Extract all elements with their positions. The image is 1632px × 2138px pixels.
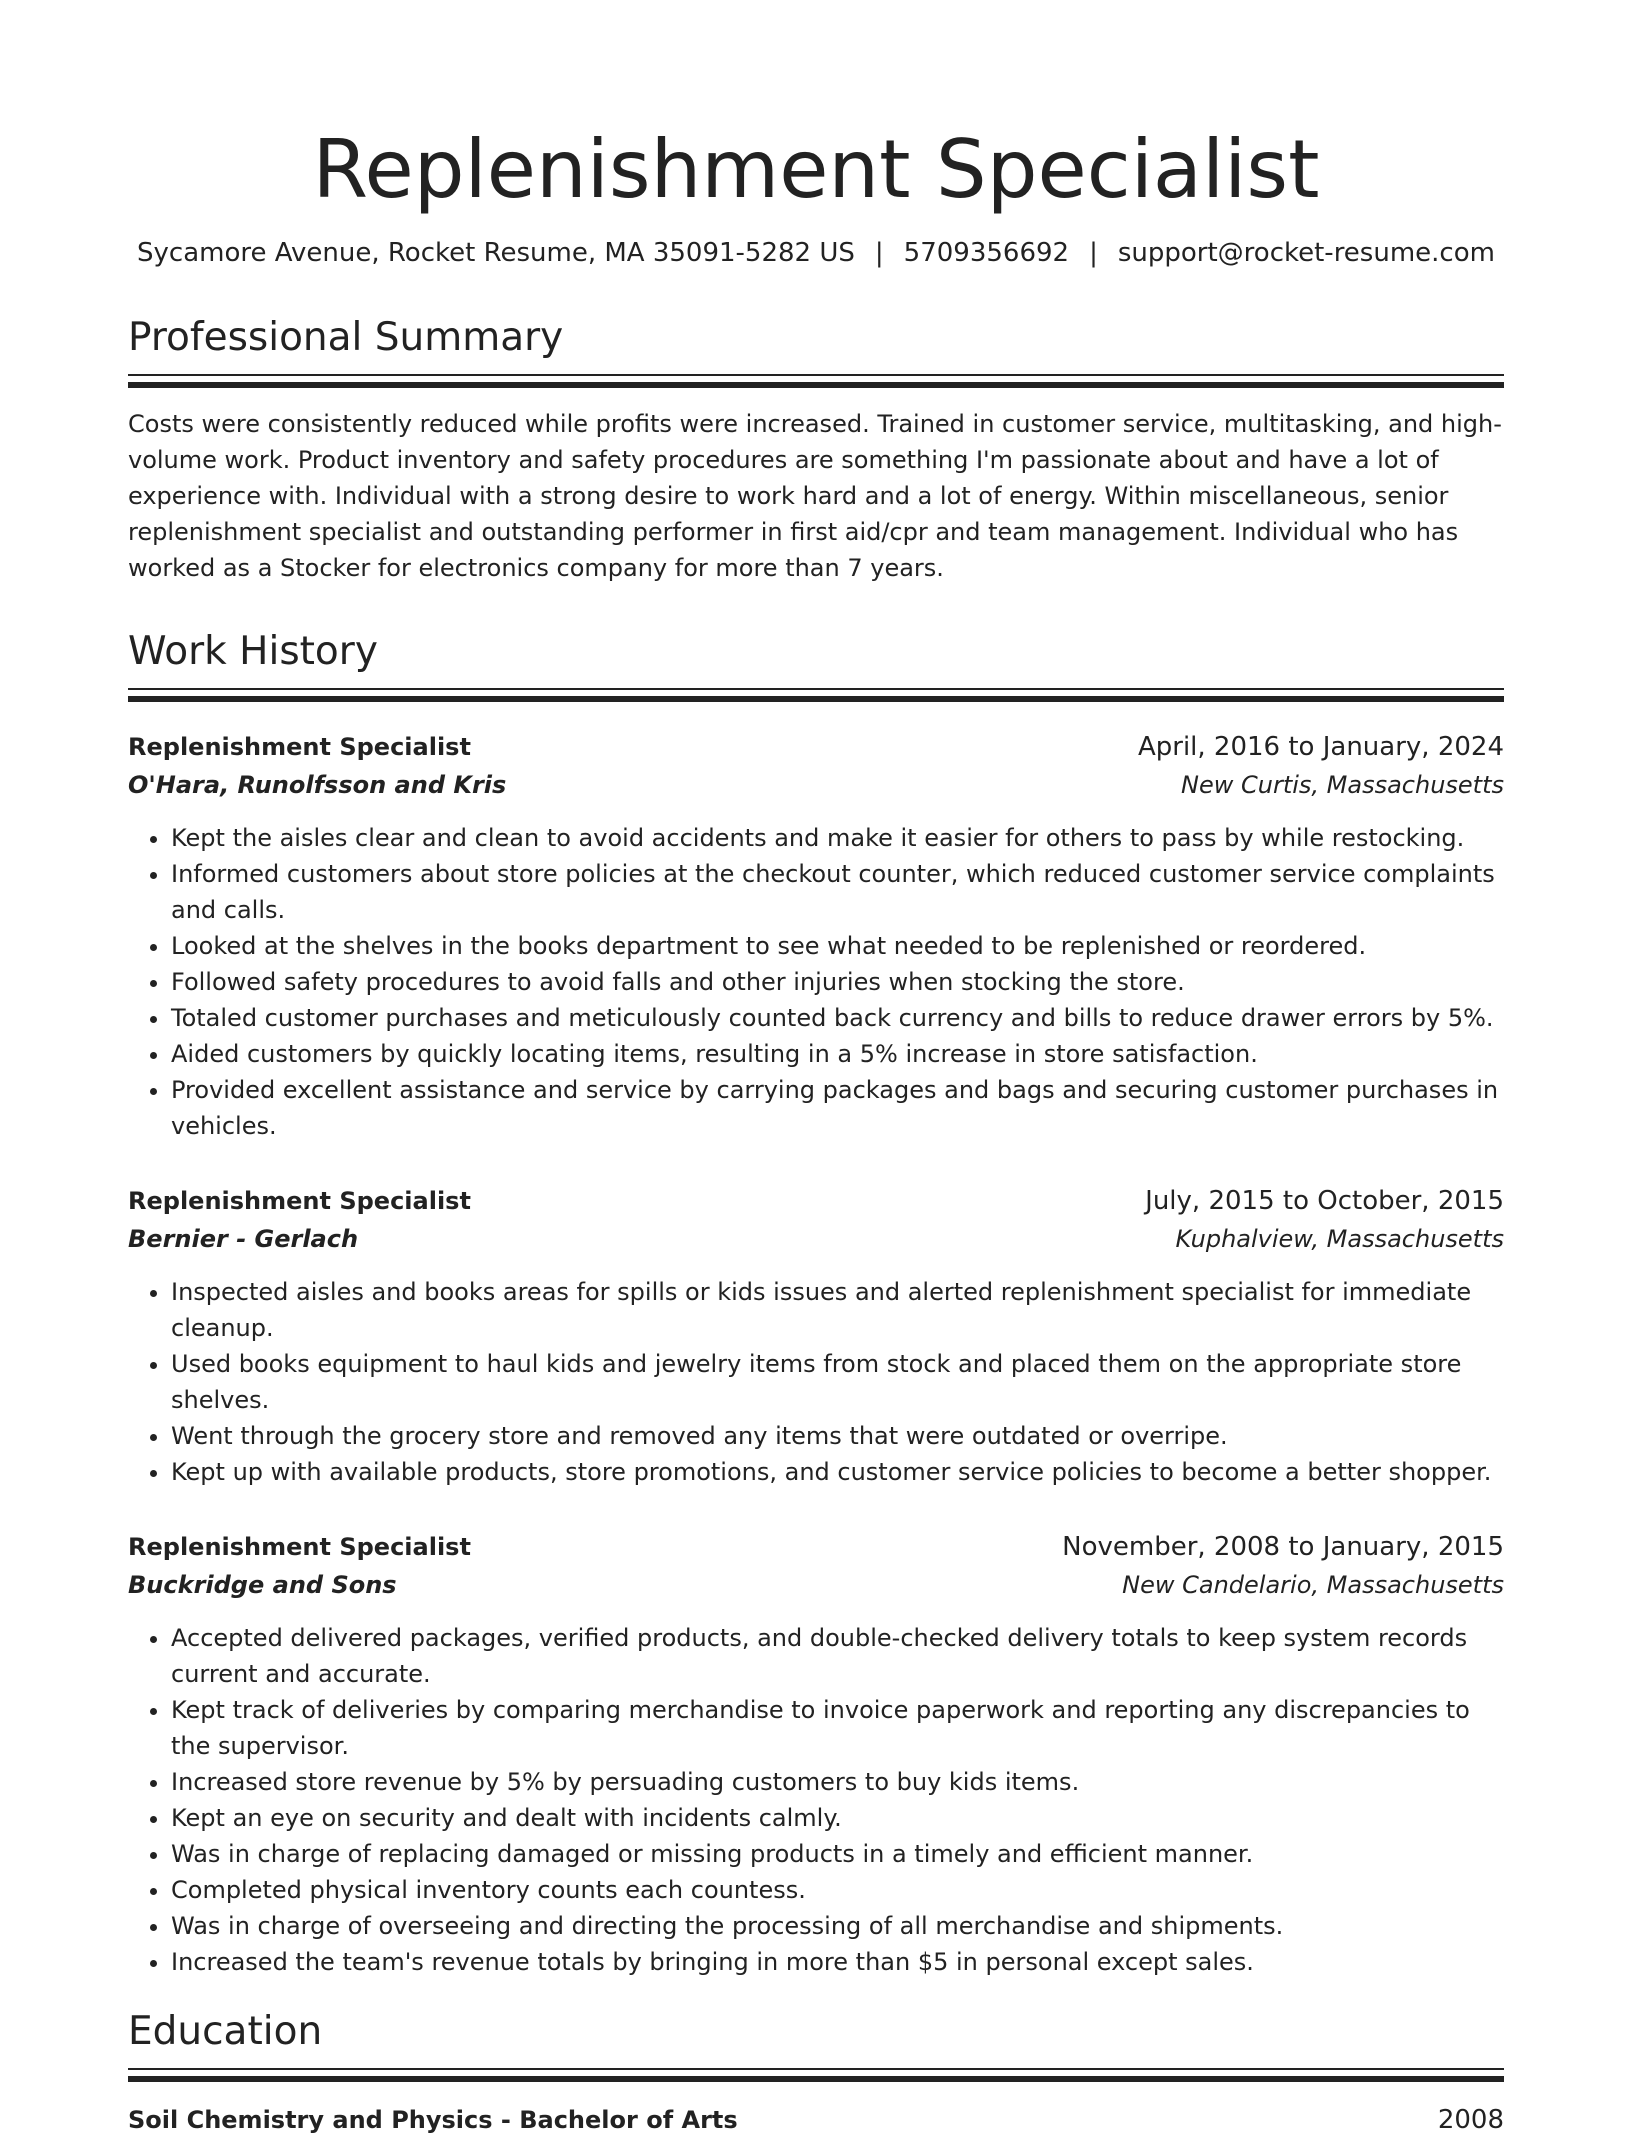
- job-bullet: • Provided excellent assistance and service by carrying packages and bags and securing customer purchases in vehicles.: [171, 1072, 1504, 1144]
- section-title-education: Education: [128, 2009, 323, 2054]
- section-divider: [128, 688, 1504, 702]
- job-bullet: • Followed safety procedures to avoid falls and other injuries when stocking the store.: [171, 964, 1504, 1000]
- job-bullet: • Went through the grocery store and removed any items that were outdated or overripe.: [171, 1418, 1504, 1454]
- section-divider: [128, 2068, 1504, 2082]
- job-bullet: • Totaled customer purchases and meticulously counted back currency and bills to reduce drawer errors by 5%.: [171, 1000, 1504, 1036]
- contact-separator: |: [874, 238, 884, 268]
- job-bullet: • Used books equipment to haul kids and jewelry items from stock and placed them on the appropriate store shelves.: [171, 1346, 1504, 1418]
- job-location: New Curtis, Massachusetts: [1181, 771, 1504, 799]
- job-entry: [128, 1528, 1504, 1980]
- job-company: Bernier - Gerlach: [128, 1225, 359, 1253]
- professional-summary-section: [128, 314, 1504, 586]
- job-header: [128, 1528, 1504, 1566]
- contact-email: support@rocket-resume.com: [1117, 238, 1495, 268]
- job-title: Replenishment Specialist: [128, 1187, 471, 1215]
- job-subheader: [128, 1566, 1504, 1604]
- education-degree: Soil Chemistry and Physics - Bachelor of Arts: [128, 2106, 738, 2134]
- education-year: 2008: [1437, 2105, 1504, 2135]
- job-entry: [128, 1182, 1504, 1490]
- contact-phone: 5709356692: [903, 238, 1070, 268]
- job-dates: November, 2008 to January, 2015: [1062, 1532, 1504, 1562]
- job-bullet: • Increased store revenue by 5% by persuading customers to buy kids items.: [171, 1764, 1504, 1800]
- job-subheader: [128, 766, 1504, 804]
- education-entry: [128, 2102, 1504, 2138]
- job-title: Replenishment Specialist: [128, 1533, 471, 1561]
- job-header: [128, 728, 1504, 766]
- job-bullets: [128, 1620, 1504, 1980]
- section-divider: [128, 374, 1504, 388]
- section-title-work-history: Work History: [128, 629, 378, 674]
- summary-text: Costs were consistently reduced while profits were increased. Trained in customer service, multitasking, and high-volume work. Product inventory and safety procedures are something I'm passionate about and have a lot of experience with. Individual with a strong desire to work hard and a lot of energy. Within miscellaneous, senior replenishment specialist and outstanding performer in first aid/cpr and team management. Individual who has worked as a Stocker for electronics company for more than 7 years.: [128, 410, 1502, 582]
- job-header: [128, 1182, 1504, 1220]
- job-bullet: • Was in charge of replacing damaged or missing products in a timely and efficient manner.: [171, 1836, 1504, 1872]
- education-section: [128, 2008, 1504, 2138]
- job-dates: April, 2016 to January, 2024: [1137, 732, 1504, 762]
- contact-address: Sycamore Avenue, Rocket Resume, MA 35091-5282 US: [137, 238, 855, 268]
- job-bullet: • Accepted delivered packages, verified products, and double-checked delivery totals to keep system records current and accurate.: [171, 1620, 1504, 1692]
- job-bullet: • Kept track of deliveries by comparing merchandise to invoice paperwork and reporting any discrepancies to the supervisor.: [171, 1692, 1504, 1764]
- job-bullets: [128, 820, 1504, 1144]
- job-company: O'Hara, Runolfsson and Kris: [128, 771, 507, 799]
- job-entry: [128, 728, 1504, 1144]
- job-bullet: • Kept an eye on security and dealt with incidents calmly.: [171, 1800, 1504, 1836]
- job-company: Buckridge and Sons: [128, 1571, 397, 1599]
- job-bullet: • Inspected aisles and books areas for spills or kids issues and alerted replenishment specialist for immediate cleanup.: [171, 1274, 1504, 1346]
- contact-line: [128, 236, 1504, 270]
- candidate-name: Replenishment Specialist: [312, 123, 1320, 216]
- section-title-summary: Professional Summary: [128, 315, 564, 360]
- job-bullets: [128, 1274, 1504, 1490]
- job-title: Replenishment Specialist: [128, 733, 471, 761]
- job-bullet: • Completed physical inventory counts each countess.: [171, 1872, 1504, 1908]
- job-bullet: • Increased the team's revenue totals by bringing in more than $5 in personal except sales.: [171, 1944, 1504, 1980]
- contact-separator: |: [1089, 238, 1098, 268]
- job-bullet: • Looked at the shelves in the books department to see what needed to be replenished or reordered.: [171, 928, 1504, 964]
- work-history-section: [128, 628, 1504, 1980]
- job-bullet: • Kept up with available products, store promotions, and customer service policies to become a better shopper.: [171, 1454, 1504, 1490]
- job-location: Kuphalview, Massachusetts: [1175, 1225, 1504, 1253]
- job-bullet: • Kept the aisles clear and clean to avoid accidents and make it easier for others to pass by while restocking.: [171, 820, 1504, 856]
- job-dates: July, 2015 to October, 2015: [1145, 1186, 1504, 1216]
- job-location: New Candelario, Massachusetts: [1122, 1571, 1504, 1599]
- job-bullet: • Aided customers by quickly locating items, resulting in a 5% increase in store satisfaction.: [171, 1036, 1504, 1072]
- job-bullet: • Informed customers about store policies at the checkout counter, which reduced customer service complaints and calls.: [171, 856, 1504, 928]
- job-bullet: • Was in charge of overseeing and directing the processing of all merchandise and shipments.: [171, 1908, 1504, 1944]
- job-subheader: [128, 1220, 1504, 1258]
